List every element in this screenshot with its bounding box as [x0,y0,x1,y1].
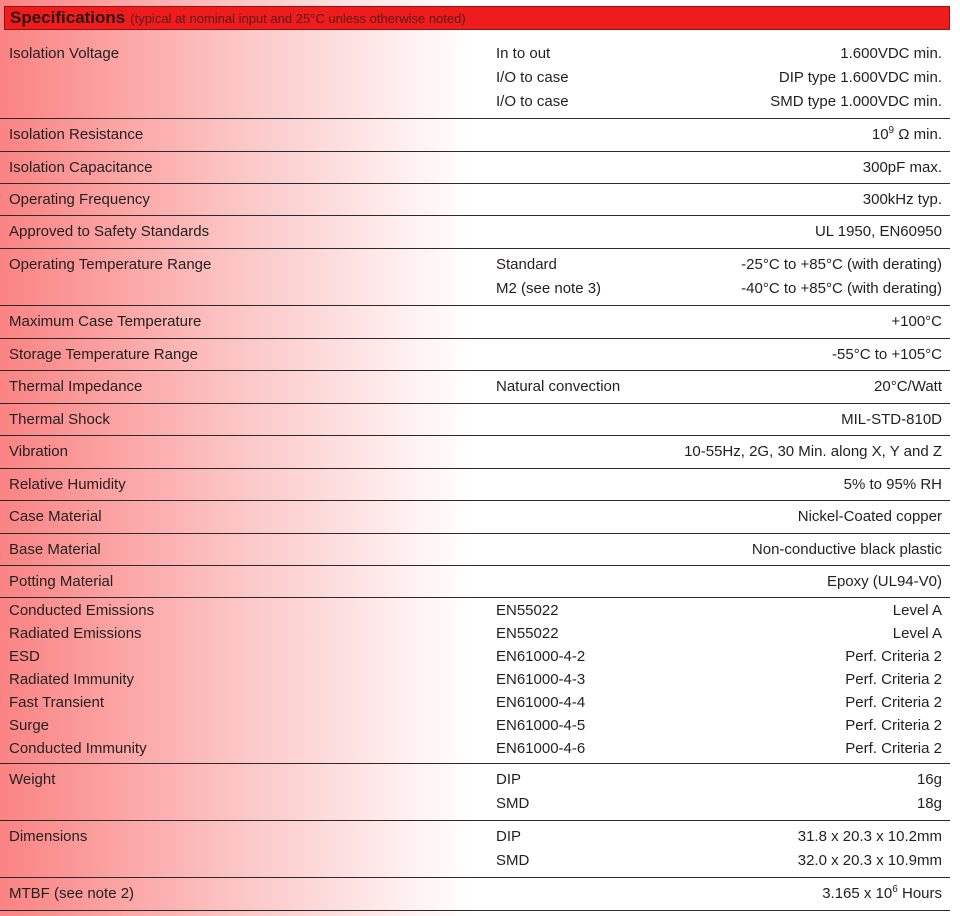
spec-line [0,375,950,399]
value-exponent: 9 [888,125,895,136]
spec-row [0,598,950,764]
spec-row [0,501,950,534]
parameter-label: Isolation Resistance [9,126,144,143]
spec-line [0,538,950,562]
spec-line [0,220,950,244]
spec-line [0,253,950,277]
parameter-label: Surge [9,717,50,734]
value-label: Perf. Criteria 2 [845,648,942,665]
condition-label: EN61000-4-5 [496,717,586,734]
specifications-table [0,38,950,911]
spec-line [0,66,950,90]
spec-row [0,184,950,216]
spec-row [0,534,950,566]
value-label: Perf. Criteria 2 [845,740,942,757]
spec-line [0,849,950,873]
value-label: 10-55Hz, 2G, 30 Min. along X, Y and Z [684,443,942,460]
value-label: SMD type 1.000VDC min. [770,93,942,110]
value-label: 31.8 x 20.3 x 10.2mm [797,828,942,845]
condition-label: EN61000-4-6 [496,740,586,757]
spec-line [0,188,950,212]
spec-row [0,404,950,436]
condition-label: DIP [496,828,522,845]
spec-line [0,882,950,906]
value-label: Level A [892,625,942,642]
spec-line [0,277,950,301]
spec-line [0,737,950,760]
value-label: DIP type 1.600VDC min. [778,69,942,86]
spec-line [0,768,950,792]
condition-label: I/O to case [496,69,569,86]
parameter-label: Thermal Impedance [9,378,143,395]
value-label: Level A [892,602,942,619]
spec-row [0,38,950,119]
spec-row [0,339,950,371]
value-label [872,123,942,147]
spec-line [0,505,950,529]
condition-label: M2 (see note 3) [496,280,602,297]
value-unit: Ω min. [894,126,942,143]
spec-line [0,825,950,849]
spec-line [0,440,950,464]
specifications-header [4,6,950,30]
parameter-label: Operating Frequency [9,191,150,208]
value-base: 10 [871,126,889,143]
spec-line [0,622,950,645]
value-exponent: 6 [892,884,898,895]
spec-row [0,878,950,911]
parameter-label: Storage Temperature Range [9,346,199,363]
value-label: 300kHz typ. [862,191,942,208]
parameter-label: Isolation Capacitance [9,159,153,176]
spec-row [0,249,950,306]
spec-line [0,408,950,432]
spec-line [0,123,950,147]
spec-row [0,306,950,339]
parameter-label: ESD [9,648,40,665]
parameter-label: Weight [9,771,56,788]
value-label: +100°C [891,313,942,330]
condition-label: EN55022 [496,625,559,642]
spec-row [0,436,950,469]
condition-label: Natural convection [496,378,621,395]
parameter-label: Operating Temperature Range [9,256,212,273]
condition-label: SMD [496,852,530,869]
condition-label: EN55022 [496,602,559,619]
value-label: Nickel-Coated copper [797,508,942,525]
parameter-label: Base Material [9,541,101,558]
value-label: 5% to 95% RH [843,476,942,493]
value-base: 3.165 x 10 [822,885,893,902]
condition-label: In to out [496,45,551,62]
value-label: 20°C/Watt [874,378,942,395]
parameter-label: Dimensions [9,828,88,845]
value-label: Non-conductive black plastic [751,541,942,558]
parameter-label: Radiated Emissions [9,625,142,642]
condition-label: DIP [496,771,522,788]
value-unit: Hours [897,885,942,902]
condition-label: EN61000-4-4 [496,694,586,711]
parameter-label: Thermal Shock [9,411,110,428]
condition-label: EN61000-4-2 [496,648,586,665]
parameter-label: Vibration [9,443,68,460]
spec-row [0,216,950,249]
spec-line [0,473,950,497]
parameter-label: Potting Material [9,573,114,590]
parameter-label: Conducted Emissions [9,602,155,619]
parameter-label: Approved to Safety Standards [9,223,210,240]
condition-label: Standard [496,256,557,273]
spec-row [0,566,950,598]
value-label: 32.0 x 20.3 x 10.9mm [797,852,942,869]
value-label: Perf. Criteria 2 [845,671,942,688]
parameter-label: Maximum Case Temperature [9,313,202,330]
value-label: 18g [916,795,942,812]
spec-line [0,90,950,114]
spec-line [0,645,950,668]
value-label: 300pF max. [862,159,942,176]
spec-line [0,792,950,816]
spec-line [0,156,950,180]
value-label: -40°C to +85°C (with derating) [741,280,942,297]
value-label: Epoxy (UL94-V0) [826,573,942,590]
condition-label: SMD [496,795,530,812]
parameter-label: MTBF (see note 2) [9,885,135,902]
parameter-label: Conducted Immunity [9,740,147,757]
spec-row [0,152,950,184]
value-label [822,882,942,906]
spec-row [0,764,950,821]
spec-line [0,599,950,622]
parameter-label: Radiated Immunity [9,671,135,688]
spec-line [0,310,950,334]
spec-row [0,469,950,501]
spec-line [0,570,950,594]
value-label: 1.600VDC min. [840,45,942,62]
spec-line [0,343,950,367]
value-label: -25°C to +85°C (with derating) [741,256,942,273]
section-subtitle: (typical at nominal input and 25°C unless otherwise noted) [130,10,466,26]
spec-line [0,42,950,66]
spec-line [0,714,950,737]
spec-row [0,821,950,878]
value-label: MIL-STD-810D [841,411,942,428]
value-label: -55°C to +105°C [832,346,942,363]
spec-row [0,119,950,152]
spec-line [0,691,950,714]
parameter-label: Isolation Voltage [9,45,120,62]
spec-line [0,668,950,691]
spec-row [0,371,950,404]
section-title: Specifications [10,8,126,27]
value-label: Perf. Criteria 2 [845,694,942,711]
value-label: 16g [916,771,942,788]
parameter-label: Fast Transient [9,694,105,711]
parameter-label: Relative Humidity [9,476,126,493]
condition-label: EN61000-4-3 [496,671,586,688]
value-label: Perf. Criteria 2 [845,717,942,734]
value-label: UL 1950, EN60950 [814,223,942,240]
parameter-label: Case Material [9,508,102,525]
condition-label: I/O to case [496,93,569,110]
